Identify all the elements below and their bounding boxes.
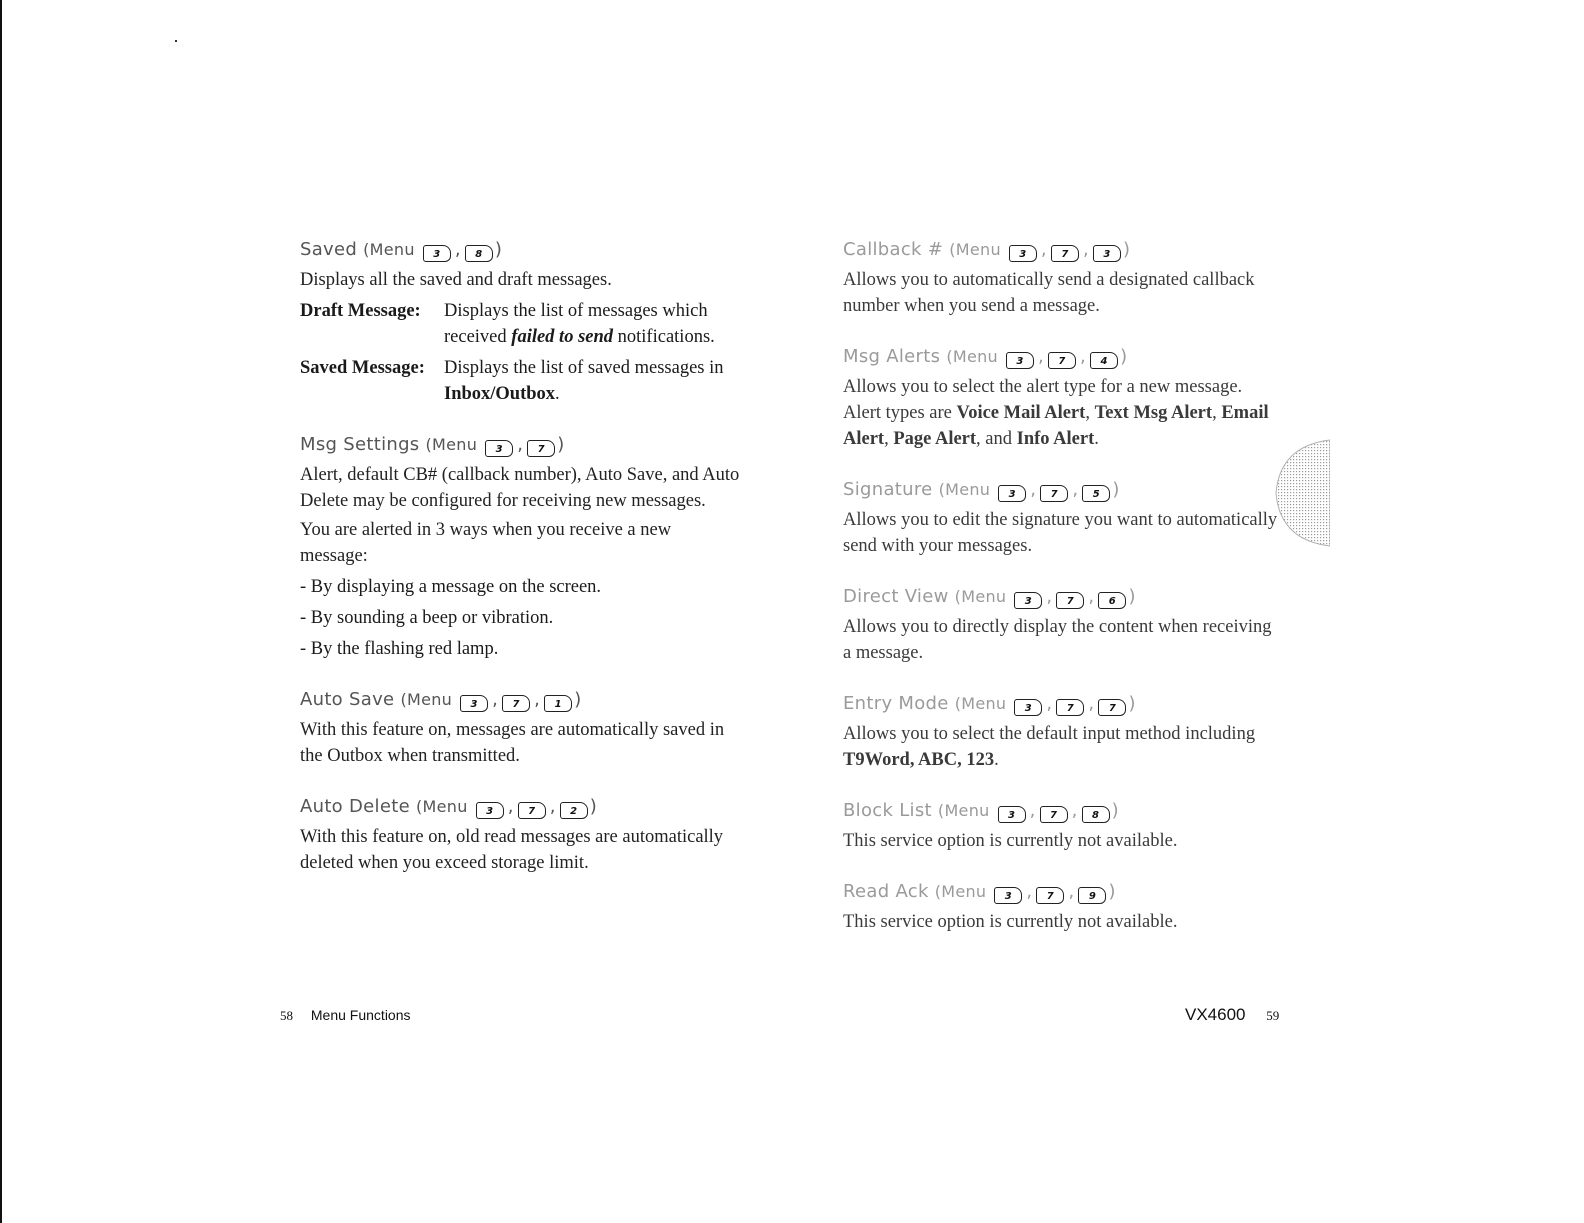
section-read-ack — [843, 878, 1283, 935]
menu-label: (Menu — [954, 694, 1007, 713]
menu-label: (Menu — [363, 240, 415, 259]
section-heading: Auto Delete (Menu 3 , 7 , 2 ) — [300, 796, 598, 817]
section-body: Alert, default CB# (callback number), Auto Save, and Auto Delete may be configured for receiving new messages. — [300, 465, 740, 511]
section-body: Allows you to edit the signature you want to automatically send with your messages. — [843, 510, 1278, 556]
key-icon: 7 — [1036, 887, 1064, 904]
heading-title: Read Ack — [843, 881, 929, 902]
heading-title: Signature — [843, 479, 933, 500]
page-number: 58 — [280, 1008, 293, 1023]
key-icon: 3 — [476, 802, 504, 819]
section-msg-settings — [300, 431, 740, 662]
bullet-item: - By displaying a message on the screen. — [300, 577, 602, 597]
menu-label: (Menu — [938, 480, 991, 499]
section-entry-mode — [843, 690, 1283, 773]
key-icon: 3 — [1093, 245, 1121, 262]
page-footer-left — [280, 1007, 411, 1024]
section-body: Allows you to select the default input method including T9Word, ABC, 123. — [843, 724, 1256, 770]
menu-label: (Menu — [400, 690, 453, 709]
section-callback — [843, 236, 1283, 319]
heading-title: Entry Mode — [843, 693, 949, 714]
section-body: With this feature on, old read messages are automatically deleted when you exceed storage limit. — [300, 827, 724, 873]
section-signature — [843, 476, 1283, 559]
section-auto-delete — [300, 793, 740, 876]
heading-title: Auto Delete — [300, 796, 410, 817]
section-body: Allows you to directly display the content when receiving a message. — [843, 617, 1272, 663]
key-icon: 2 — [560, 802, 588, 819]
section-saved — [300, 236, 740, 407]
section-heading: Signature (Menu 3 , 7 , 5 ) — [843, 479, 1120, 500]
definition-desc: Displays the list of saved messages in Inbox/Outbox. — [444, 358, 724, 404]
key-icon: 8 — [1082, 806, 1110, 823]
chapter-tab-marker — [1272, 438, 1330, 548]
key-icon: 3 — [485, 440, 513, 457]
left-page-column — [300, 236, 740, 900]
close-paren: ) — [1128, 693, 1136, 714]
menu-label: (Menu — [937, 801, 990, 820]
heading-title: Direct View — [843, 586, 949, 607]
bullet-item: - By sounding a beep or vibration. — [300, 608, 554, 628]
definition-term: Saved Message: — [300, 358, 425, 378]
close-paren: ) — [1122, 239, 1131, 260]
key-icon: 7 — [1040, 485, 1068, 502]
close-paren: ) — [557, 434, 565, 455]
key-icon: 7 — [1040, 806, 1068, 823]
section-body: This service option is currently not available. — [843, 912, 1178, 932]
key-icon: 8 — [465, 245, 493, 262]
section-body: Allows you to select the alert type for a new message. Alert types are Voice Mail Alert, Text Msg Alert, Email Alert, Page Alert, and Info Alert. — [843, 377, 1269, 449]
key-icon: 7 — [527, 440, 555, 457]
section-heading: Callback # (Menu 3 , 7 , 3 ) — [843, 239, 1131, 260]
key-icon: 5 — [1082, 485, 1110, 502]
section-heading: Auto Save (Menu 3 , 7 , 1 ) — [300, 689, 582, 710]
section-block-list — [843, 797, 1283, 854]
close-paren: ) — [1108, 881, 1116, 902]
definition-row — [300, 355, 740, 407]
definition-row — [300, 298, 740, 350]
key-icon: 3 — [460, 695, 488, 712]
section-heading: Block List (Menu 3 , 7 , 8 ) — [843, 800, 1119, 821]
heading-title: Block List — [843, 800, 932, 821]
section-body: Allows you to automatically send a designated callback number when you send a message. — [843, 270, 1255, 316]
menu-label: (Menu — [934, 882, 987, 901]
heading-title: Msg Alerts — [843, 346, 941, 367]
key-icon: 3 — [423, 245, 451, 262]
section-body: With this feature on, messages are automatically saved in the Outbox when transmitted. — [300, 720, 725, 766]
key-icon: 7 — [518, 802, 546, 819]
section-auto-save — [300, 686, 740, 769]
bullet-item: - By the flashing red lamp. — [300, 639, 499, 659]
heading-title: Saved — [300, 239, 358, 260]
section-body-2: You are alerted in 3 ways when you receive a new message: — [300, 520, 672, 566]
key-icon: 3 — [1014, 592, 1042, 609]
close-paren: ) — [574, 689, 582, 710]
menu-label: (Menu — [954, 587, 1007, 606]
heading-title: Auto Save — [300, 689, 395, 710]
close-paren: ) — [1111, 800, 1119, 821]
heading-title: Callback # — [843, 239, 944, 260]
definition-desc: Displays the list of messages which received failed to send notifications. — [444, 301, 715, 347]
section-heading: Direct View (Menu 3 , 7 , 6 ) — [843, 586, 1136, 607]
footer-section-label: Menu Functions — [310, 1007, 411, 1023]
key-icon: 7 — [1056, 699, 1084, 716]
menu-label: (Menu — [416, 797, 468, 816]
definition-term: Draft Message: — [300, 301, 421, 321]
key-icon: 7 — [1051, 245, 1079, 262]
key-icon: 3 — [998, 485, 1026, 502]
section-body: This service option is currently not available. — [843, 831, 1178, 851]
key-icon: 1 — [544, 695, 572, 712]
scan-speck — [175, 40, 177, 42]
close-paren: ) — [1128, 586, 1136, 607]
page-footer-right — [1185, 1005, 1279, 1025]
key-icon: 3 — [998, 806, 1026, 823]
heading-title: Msg Settings — [300, 434, 420, 455]
key-icon: 3 — [1014, 699, 1042, 716]
section-msg-alerts — [843, 343, 1283, 452]
key-icon: 7 — [1048, 352, 1076, 369]
close-paren: ) — [1120, 346, 1128, 367]
section-heading: Msg Settings (Menu 3 , 7 ) — [300, 434, 565, 455]
menu-label: (Menu — [425, 435, 478, 454]
key-icon: 7 — [1056, 592, 1084, 609]
menu-label: (Menu — [949, 240, 1001, 259]
key-icon: 3 — [1009, 245, 1037, 262]
section-body: Displays all the saved and draft messages. — [300, 270, 612, 290]
close-paren: ) — [589, 796, 598, 817]
close-paren: ) — [494, 239, 503, 260]
key-icon: 7 — [502, 695, 530, 712]
section-heading: Read Ack (Menu 3 , 7 , 9 ) — [843, 881, 1116, 902]
section-direct-view — [843, 583, 1283, 666]
right-page-column — [843, 236, 1283, 959]
section-heading: Msg Alerts (Menu 3 , 7 , 4 ) — [843, 346, 1128, 367]
section-heading: Saved (Menu 3 , 8 ) — [300, 239, 503, 260]
section-heading: Entry Mode (Menu 3 , 7 , 7 ) — [843, 693, 1136, 714]
close-paren: ) — [1112, 479, 1120, 500]
page-number: 59 — [1266, 1008, 1280, 1023]
footer-model-label: VX4600 — [1185, 1005, 1246, 1024]
page-edge-rule — [0, 0, 2, 1223]
key-icon: 6 — [1098, 592, 1126, 609]
key-icon: 9 — [1078, 887, 1106, 904]
key-icon: 4 — [1090, 352, 1118, 369]
menu-label: (Menu — [946, 347, 998, 366]
key-icon: 3 — [1006, 352, 1034, 369]
key-icon: 3 — [994, 887, 1022, 904]
key-icon: 7 — [1098, 699, 1126, 716]
